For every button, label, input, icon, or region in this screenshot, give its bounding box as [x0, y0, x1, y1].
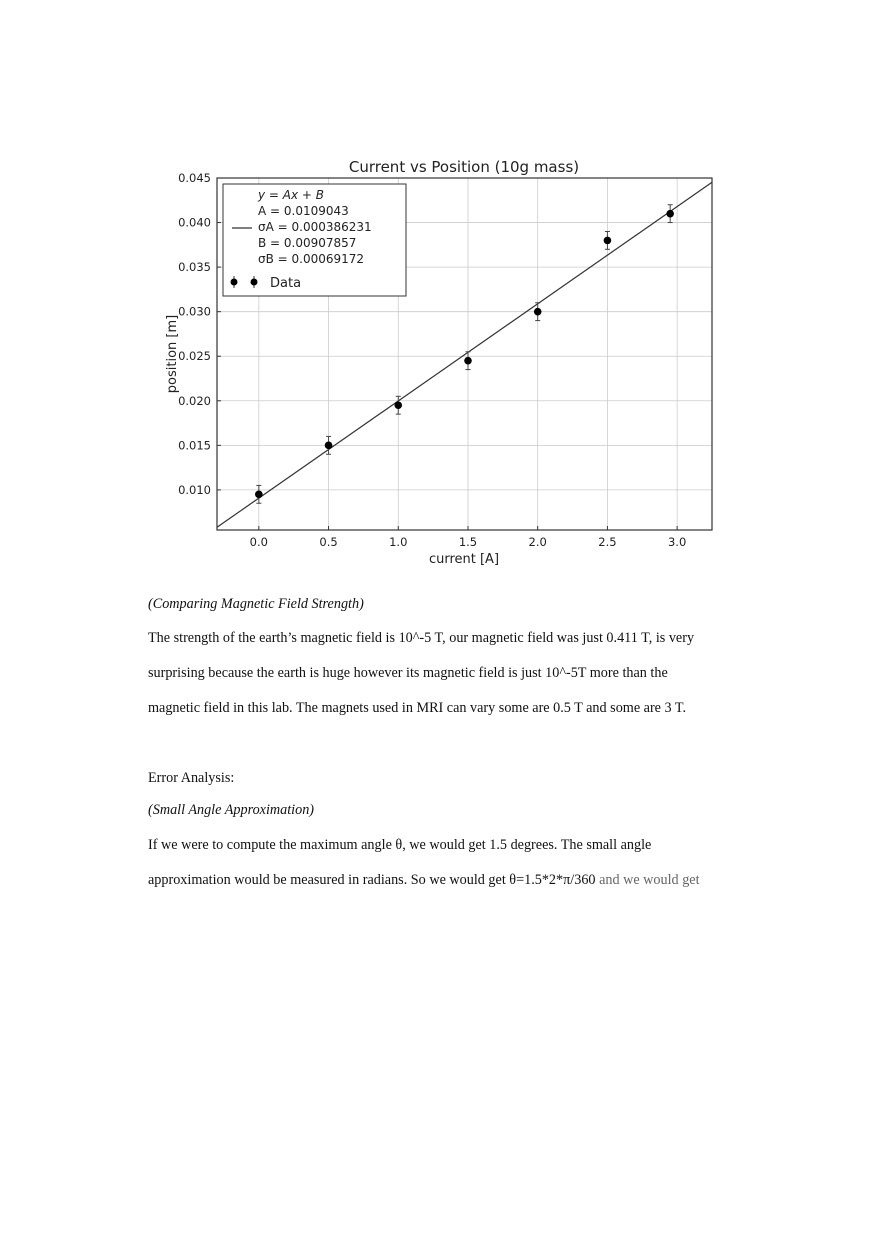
- data-point: [325, 442, 333, 450]
- current-vs-position-chart: [0, 0, 880, 580]
- paragraph-line: The strength of the earth’s magnetic field is 10^-5 T, our magnetic field was just 0.411 T, is very: [148, 630, 695, 646]
- paragraph-line: magnetic field in this lab. The magnets used in MRI can vary some are 0.5 T and some are 3 T.: [148, 700, 687, 716]
- x-tick-label: 3.0: [667, 535, 687, 549]
- data-point: [666, 210, 674, 218]
- x-tick-label: 2.5: [598, 535, 617, 549]
- legend: [223, 184, 406, 296]
- section-heading-small-angle: (Small Angle Approximation): [148, 802, 315, 818]
- x-tick-label: 0.0: [249, 535, 268, 549]
- x-axis-label: current [A]: [428, 552, 500, 567]
- paragraph-text: approximation would be measured in radians. So we would get θ=1.5*2*π/360: [148, 872, 596, 888]
- data-point: [394, 401, 402, 409]
- paragraph-line: If we were to compute the maximum angle θ, we would get 1.5 degrees. The small angle: [148, 837, 652, 853]
- data-point: [464, 357, 472, 365]
- legend-fit-line: y = Ax + B: [258, 188, 325, 202]
- legend-data-label: Data: [270, 276, 302, 291]
- legend-fit-line: A = 0.0109043: [258, 204, 349, 218]
- paragraph-text-faded: and we would get: [595, 872, 700, 888]
- y-axis-label: position [m]: [165, 314, 180, 394]
- x-tick-label: 1.0: [389, 535, 408, 549]
- x-tick-label: 2.0: [528, 535, 547, 549]
- paragraph-line: surprising because the earth is huge however its magnetic field is just 10^-5T more than the: [148, 665, 668, 681]
- y-tick-label: 0.040: [178, 215, 211, 230]
- paragraph-line: [148, 872, 700, 889]
- legend-fit-line: B = 0.00907857: [258, 236, 357, 250]
- section-heading-magnetic-field: (Comparing Magnetic Field Strength): [148, 596, 364, 612]
- section-heading-error-analysis: Error Analysis:: [148, 770, 235, 786]
- data-point: [604, 237, 612, 245]
- x-tick-label: 1.5: [458, 535, 478, 549]
- y-tick-label: 0.030: [178, 304, 211, 319]
- data-point: [255, 491, 263, 499]
- y-tick-label: 0.010: [178, 482, 211, 497]
- legend-fit-line: σA = 0.000386231: [258, 220, 372, 234]
- y-tick-label: 0.025: [178, 349, 211, 364]
- y-tick-label: 0.035: [178, 260, 211, 275]
- y-tick-label: 0.045: [178, 171, 211, 185]
- chart-title: Current vs Position (10g mass): [348, 158, 580, 176]
- data-point: [534, 308, 542, 316]
- y-tick-label: 0.020: [178, 393, 211, 408]
- y-tick-label: 0.015: [178, 438, 211, 453]
- x-tick-label: 0.5: [319, 535, 338, 549]
- legend-fit-line: σB = 0.00069172: [258, 252, 365, 266]
